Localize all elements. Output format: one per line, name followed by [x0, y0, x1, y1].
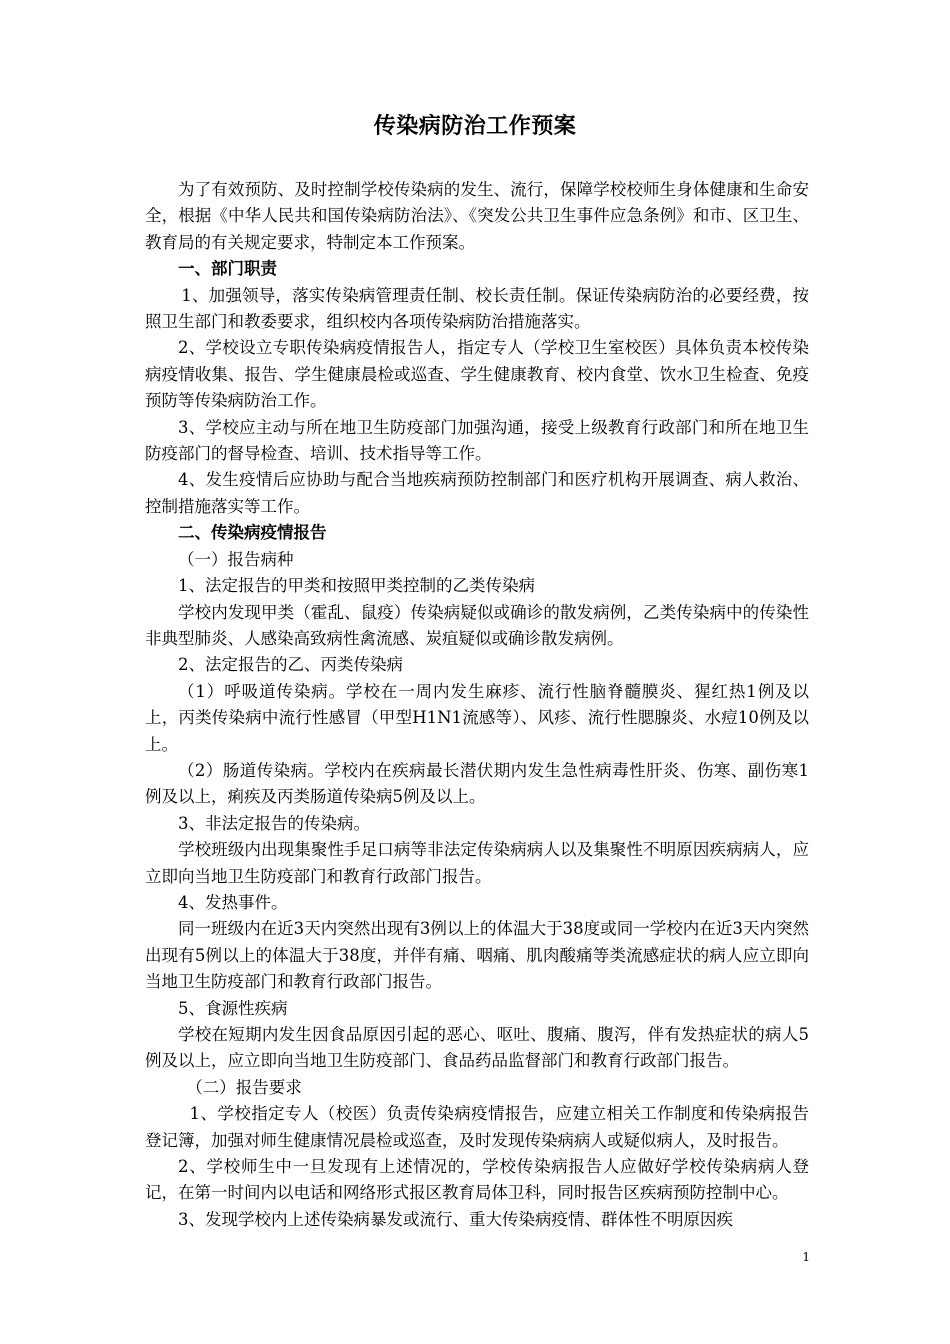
paragraph: 3、发现学校内上述传染病暴发或流行、重大传染病疫情、群体性不明原因疾 — [178, 1209, 733, 1229]
paragraph-intro: 为了有效预防、及时控制学校传染病的发生、流行，保障学校校师生身体健康和生命安全，根据《中华人民共和国传染病防治法》、《突发公共卫生事件应急条例》和市、区卫生、教育局的有关规定要求，特制定本工作预案。 — [145, 180, 809, 252]
paragraph: 2、学校师生中一旦发现有上述情况的，学校传染病报告人应做好学校传染病病人登记，在第一时间内以电话和网络形式报区教育局体卫科，同时报告区疾病预防控制中心。 — [145, 1157, 809, 1203]
paragraph: 4、发生疫情后应协助与配合当地疾病预防控制部门和医疗机构开展调查、病人救治、控制措施落实等工作。 — [145, 470, 809, 516]
subsection-heading: （一）报告病种 — [178, 549, 294, 569]
paragraph: （2）肠道传染病。学校内在疾病最长潜伏期内发生急性病毒性肝炎、伤寒、副伤寒1例及以上，痢疾及丙类肠道传染病5例及以上。 — [145, 760, 809, 807]
paragraph: 1、学校指定专人（校医）负责传染病疫情报告，应建立相关工作制度和传染病报告登记簿，加强对师生健康情况晨检或巡查，及时发现传染病病人或疑似病人，及时报告。 — [145, 1104, 809, 1150]
section-heading: 一、部门职责 — [178, 259, 277, 279]
paragraph: 1、加强领导，落实传染病管理责任制、校长责任制。保证传染病防治的必要经费，按照卫生部门和教委要求，组织校内各项传染病防治措施落实。 — [145, 285, 809, 332]
paragraph: 同一班级内在近3天内突然出现有3例以上的体温大于38度或同一学校内在近3天内突然出现有5例以上的体温大于38度，并伴有痛、咽痛、肌肉酸痛等类流感症状的病人应立即向当地卫生防疫部门和教育行政部门报告。 — [145, 919, 809, 992]
paragraph: 2、学校设立专职传染病疫情报告人，指定专人（学校卫生室校医）具体负责本校传染病疫情收集、报告、学生健康晨检或巡查、学生健康教育、校内食堂、饮水卫生检查、免疫预防等传染病防治工作。 — [145, 338, 809, 411]
paragraph: 2、法定报告的乙、丙类传染病 — [178, 655, 403, 675]
paragraph: 4、发热事件。 — [178, 892, 288, 912]
paragraph: 3、学校应主动与所在地卫生防疫部门加强沟通，接受上级教育行政部门和所在地卫生防疫部门的督导检查、培训、技术指导等工作。 — [145, 417, 809, 464]
paragraph: 3、非法定报告的传染病。 — [178, 813, 370, 833]
document-title: 传染病防治工作预案 — [373, 114, 577, 139]
paragraph: 1、法定报告的甲类和按照甲类控制的乙类传染病 — [178, 576, 535, 596]
paragraph: 学校内发现甲类（霍乱、鼠疫）传染病疑似或确诊的散发病例，乙类传染病中的传染性非典型肺炎、人感染高致病性禽流感、炭疽疑似或确诊散发病例。 — [145, 602, 809, 648]
subsection-heading: （二）报告要求 — [186, 1077, 302, 1097]
paragraph: 5、食源性疾病 — [178, 998, 288, 1018]
section-heading: 二、传染病疫情报告 — [178, 523, 327, 543]
page-number: 1 — [802, 1250, 810, 1264]
paragraph: （1）呼吸道传染病。学校在一周内发生麻疹、流行性脑脊髓膜炎、猩红热1例及以上，丙类传染病中流行性感冒（甲型H1N1流感等）、风疹、流行性腮腺炎、水痘10例及以上。 — [145, 681, 809, 754]
document-body — [145, 177, 809, 1233]
paragraph: 学校在短期内发生因食品原因引起的恶心、呕吐、腹痛、腹泻，伴有发热症状的病人5例及以上，应立即向当地卫生防疫部门、食品药品监督部门和教育行政部门报告。 — [145, 1025, 809, 1071]
paragraph: 学校班级内出现集聚性手足口病等非法定传染病病人以及集聚性不明原因疾病病人，应立即向当地卫生防疫部门和教育行政部门报告。 — [145, 840, 809, 886]
